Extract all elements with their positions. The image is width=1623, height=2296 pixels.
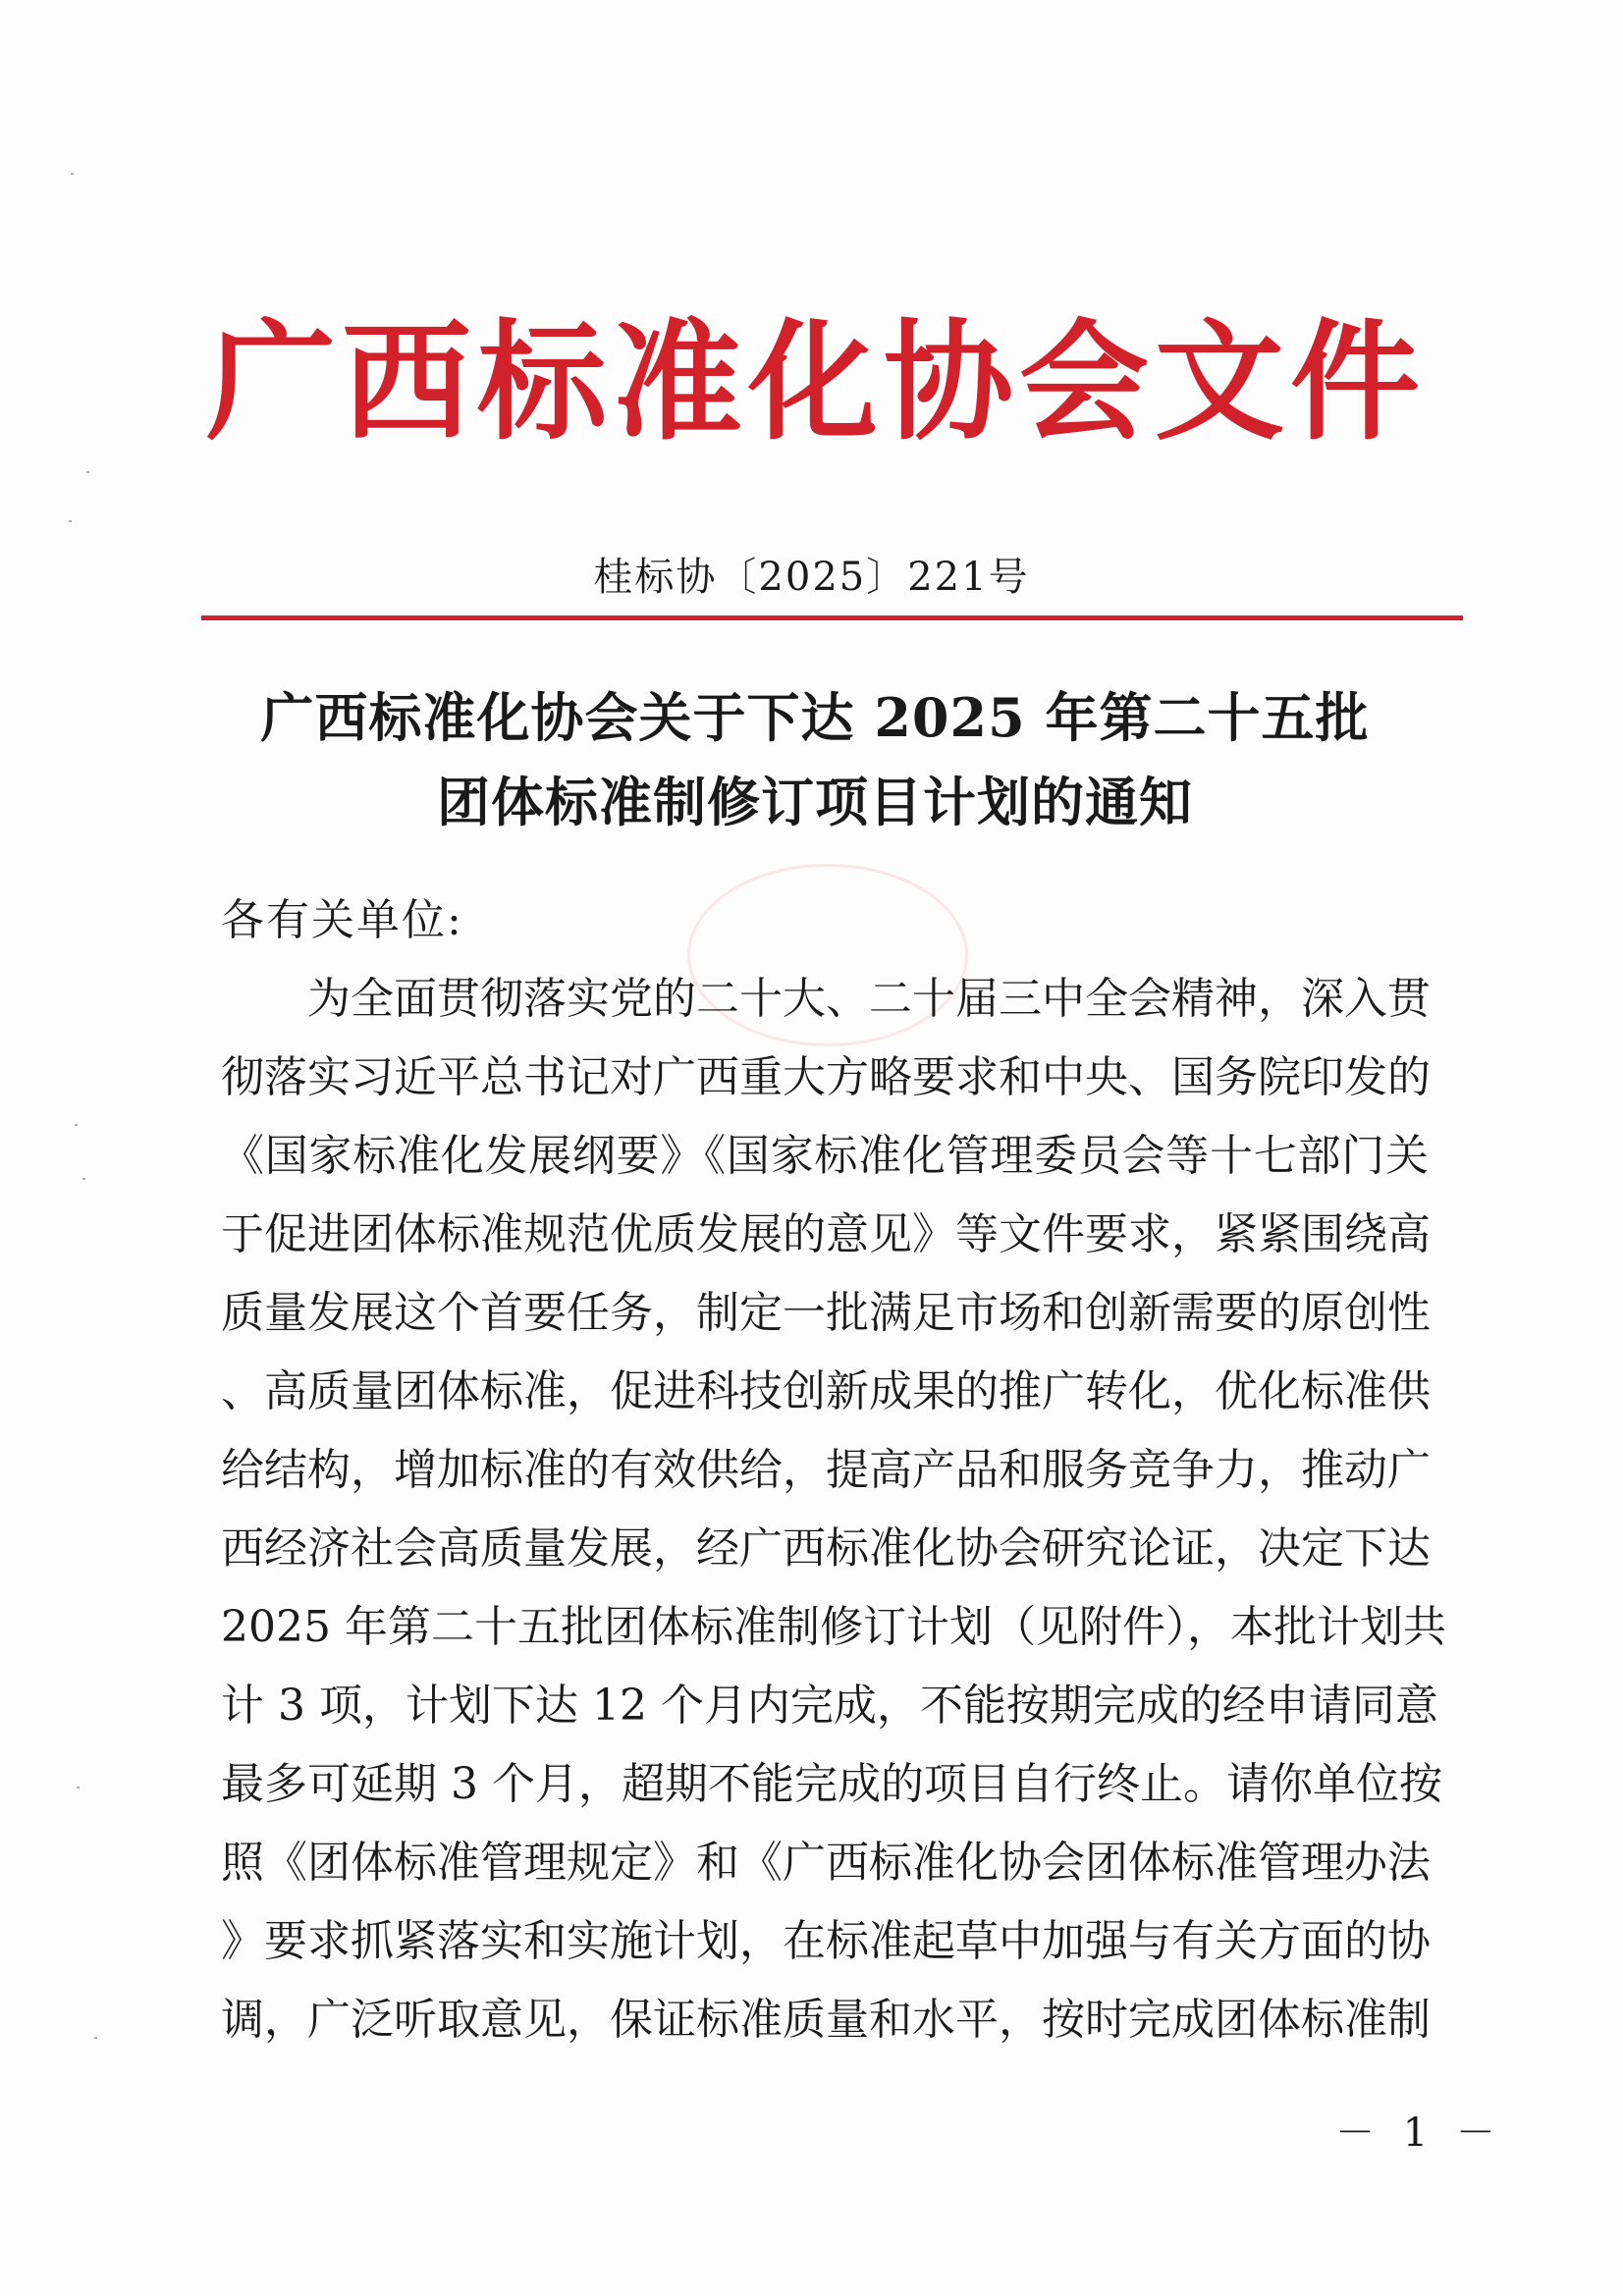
notice-title xyxy=(187,675,1443,844)
body-text-line: 调，广泛听取意见，保证标准质量和水平，按时完成团体标准制 xyxy=(221,1995,1431,2045)
body-text-line: 于促进团体标准规范优质发展的意见》等文件要求，紧紧围绕高 xyxy=(221,1209,1431,1259)
body-text-line: 最多可延期 3 个月，超期不能完成的项目自行终止。请你单位按 xyxy=(221,1759,1442,1809)
salutation: 各有关单位: xyxy=(221,895,463,945)
body-text-line: 照《团体标准管理规定》和《广西标准化协会团体标准管理办法 xyxy=(221,1838,1431,1888)
document-number: 桂标协〔2025〕221号 xyxy=(593,555,1030,600)
body-text-line: 《国家标准化发展纲要》《国家标准化管理委员会等十七部门关 xyxy=(221,1131,1429,1181)
body-text-line: 为全面贯彻落实党的二十大、二十届三中全会精神，深入贯 xyxy=(307,974,1431,1024)
scan-speck xyxy=(94,2037,97,2039)
body-text-line: 质量发展这个首要任务，制定一批满足市场和创新需要的原创性 xyxy=(221,1288,1431,1338)
body-text-line: 西经济社会高质量发展，经广西标准化协会研究论证，决定下达 xyxy=(221,1523,1431,1574)
page-number: － 1 － xyxy=(1335,2110,1503,2156)
scan-speck xyxy=(82,1178,85,1180)
notice-title-line: 团体标准制修订项目计划的通知 xyxy=(437,771,1193,833)
body-text-line: 彻落实习近平总书记对广西重大方略要求和中央、国务院印发的 xyxy=(221,1052,1431,1102)
scan-speck xyxy=(71,173,74,175)
red-divider-rule xyxy=(201,615,1463,620)
notice-title-line: 广西标准化协会关于下达 2025 年第二十五批 xyxy=(260,686,1370,749)
body-text-line: 计 3 项，计划下达 12 个月内完成，不能按期完成的经申请同意 xyxy=(221,1681,1438,1731)
scan-speck xyxy=(77,1787,80,1789)
body-text-line: 2025 年第二十五批团体标准制修订计划（见附件），本批计划共 xyxy=(221,1602,1446,1652)
scan-speck xyxy=(69,520,72,522)
body-text-line: 给结构，增加标准的有效供给，提高产品和服务竞争力，推动广 xyxy=(221,1445,1431,1495)
body-text-line: 、高质量团体标准，促进科技创新成果的推广转化，优化标准供 xyxy=(221,1366,1431,1416)
body-text-line: 》要求抓紧落实和实施计划，在标准起草中加强与有关方面的协 xyxy=(221,1916,1431,1966)
scan-speck xyxy=(75,1124,78,1126)
scan-speck xyxy=(86,471,89,473)
red-header-title: 广西标准化协会文件 xyxy=(206,307,1426,458)
